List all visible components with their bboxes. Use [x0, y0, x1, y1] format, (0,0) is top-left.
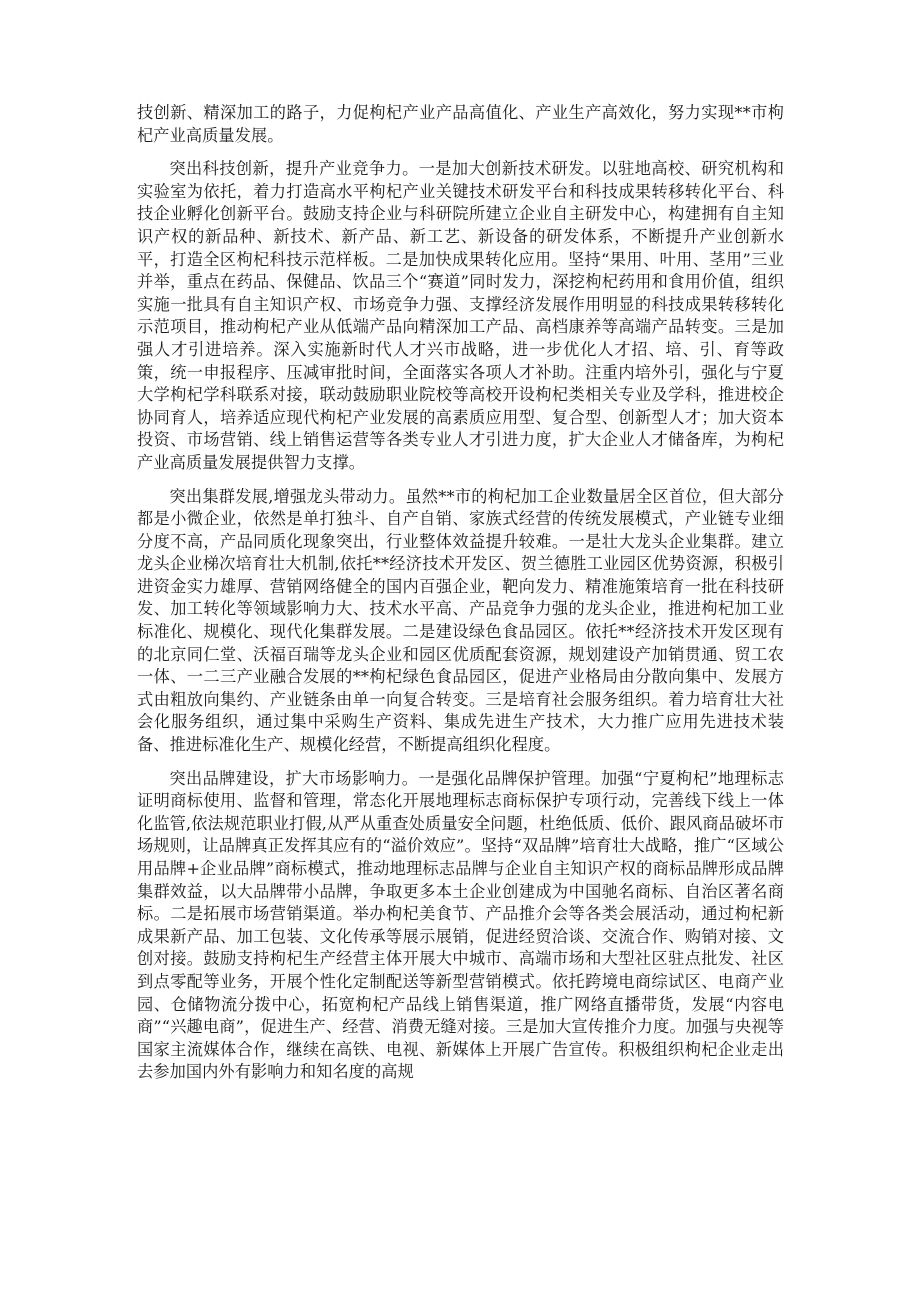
paragraph-brand-building: 突出品牌建设，扩大市场影响力。一是强化品牌保护管理。加强“宁夏枸杞”地理标志证明商标使用、监督和管理，常态化开展地理标志商标保护专项行动，完善线下线上一体化监管,依法规范职业打假,从严从重查处质量安全问题，杜绝低质、低价、跟风商品破坏市场规则，让品牌真正发挥其应有的“溢价效应”。坚持“双品牌”培育壮大战略，推广“区域公用品牌+企业品牌”商标模式，推动地理标志品牌与企业自主知识产权的商标品牌形成品牌集群效益，以大品牌带小品牌，争取更多本土企业创建成为中国驰名商标、自治区著名商标。二是拓展市场营销渠道。举办枸杞美食节、产品推介会等各类会展活动，通过枸杞新成果新产品、加工包装、文化传承等展示展销，促进经贸洽谈、交流合作、购销对接、文创对接。鼓励支持枸杞生产经营主体开展大中城市、高端市场和大型社区驻点批发、社区到点零配等业务，开展个性化定制配送等新型营销模式。依托跨境电商综试区、电商产业园、仓储物流分拨中心，拓宽枸杞产品线上销售渠道，推广网络直播带货，发展“内容电商”“兴趣电商”，促进生产、经营、消费无缝对接。三是加大宣传推介力度。加强与央视等国家主流媒体合作，继续在高铁、电视、新媒体上开展广告宣传。积极组织枸杞企业走出去参加国内外有影响力和知名度的高规	[137, 768, 784, 1082]
paragraph-tech-innovation: 突出科技创新，提升产业竞争力。一是加大创新技术研发。以驻地高校、研究机构和实验室为依托，着力打造高水平枸杞产业关键技术研发平台和科技成果转移转化平台、科技企业孵化创新平台。鼓励支持企业与科研院所建立企业自主研发中心，构建拥有自主知识产权的新品种、新技术、新产品、新工艺、新设备的研发体系，不断提升产业创新水平，打造全区枸杞科技示范样板。二是加快成果转化应用。坚持“果用、叶用、茎用”三业并举，重点在药品、保健品、饮品三个“赛道”同时发力，深挖枸杞药用和食用价值，组织实施一批具有自主知识产权、市场竞争力强、支撑经济发展作用明显的科技成果转移转化示范项目，推动枸杞产业从低端产品向精深加工产品、高档康养等高端产品转变。三是加强人才引进培养。深入实施新时代人才兴市战略，进一步优化人才招、培、引、育等政策，统一申报程序、压减审批时间，全面落实各项人才补助。注重内培外引，强化与宁夏大学枸杞学科联系对接，联动鼓励职业院校等高校开设枸杞类相关专业及学科，推进校企协同育人，培养适应现代枸杞产业发展的高素质应用型、复合型、创新型人才；加大资本投资、市场营销、线上销售运营等各类专业人才引进力度，扩大企业人才储备库，为枸杞产业高质量发展提供智力支撑。	[137, 159, 784, 472]
paragraph-continuation: 技创新、精深加工的路子，力促枸杞产业产品高值化、产业生产高效化，努力实现**市枸杞产业高质量发展。	[137, 103, 784, 145]
document-body	[137, 102, 784, 1095]
paragraph-cluster-development: 突出集群发展,增强龙头带动力。虽然**市的枸杞加工企业数量居全区首位，但大部分都是小微企业，依然是单打独斗、自产自销、家族式经营的传统发展模式，产业链专业细分度不高，产品同质化现象突出，行业整体效益提升较难。一是壮大龙头企业集群。建立龙头企业梯次培育壮大机制,依托**经济技术开发区、贺兰德胜工业园区优势资源，积极引进资金实力雄厚、营销网络健全的国内百强企业，靶向发力、精准施策培育一批在科技研发、加工转化等领域影响力大、技术水平高、产品竞争力强的龙头企业，推进枸杞加工业标准化、规模化、现代化集群发展。二是建设绿色食品园区。依托**经济技术开发区现有的北京同仁堂、沃福百瑞等龙头企业和园区优质配套资源，规划建设产加销贯通、贸工农一体、一二三产业融合发展的**枸杞绿色食品园区，促进产业格局由分散向集中、发展方式由粗放向集约、产业链条由单一向复合转变。三是培育社会服务组织。着力培育壮大社会化服务组织，通过集中采购生产资料、集成先进生产技术，大力推广应用先进技术装备、推进标准化生产、规模化经营，不断提高组织化程度。	[137, 486, 784, 755]
